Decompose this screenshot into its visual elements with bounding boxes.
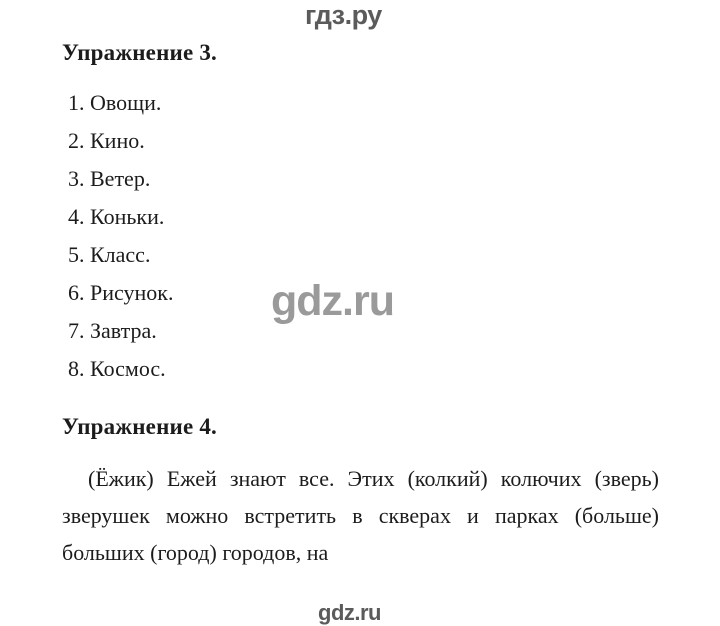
exercise-4-paragraph: (Ёжик) Ежей знают все. Этих (колкий) колючих (зверь) зверушек можно встретить в скверах и парках (больше) больших (город) городов, на [62,466,659,565]
exercise-3-heading: Упражнение 3. [62,40,217,65]
section-spacer [62,388,662,414]
list-item: 5. Класс. [68,242,151,267]
list-item: 6. Рисунок. [68,280,174,305]
exercise-3-answer-list [62,84,662,388]
list-item: 3. Ветер. [68,166,151,191]
site-logo-bottom: gdz.ru [318,600,381,625]
list-item: 7. Завтра. [68,318,157,343]
list-item: 1. Овощи. [68,90,162,115]
document-content [62,40,662,571]
list-item: 4. Коньки. [68,204,165,229]
site-watermark: gdz.ru [271,277,394,325]
list-item: 2. Кино. [68,128,145,153]
site-logo-top: гдз.ру [305,0,382,30]
list-item: 8. Космос. [68,356,166,381]
exercise-4-heading: Упражнение 4. [62,414,217,439]
